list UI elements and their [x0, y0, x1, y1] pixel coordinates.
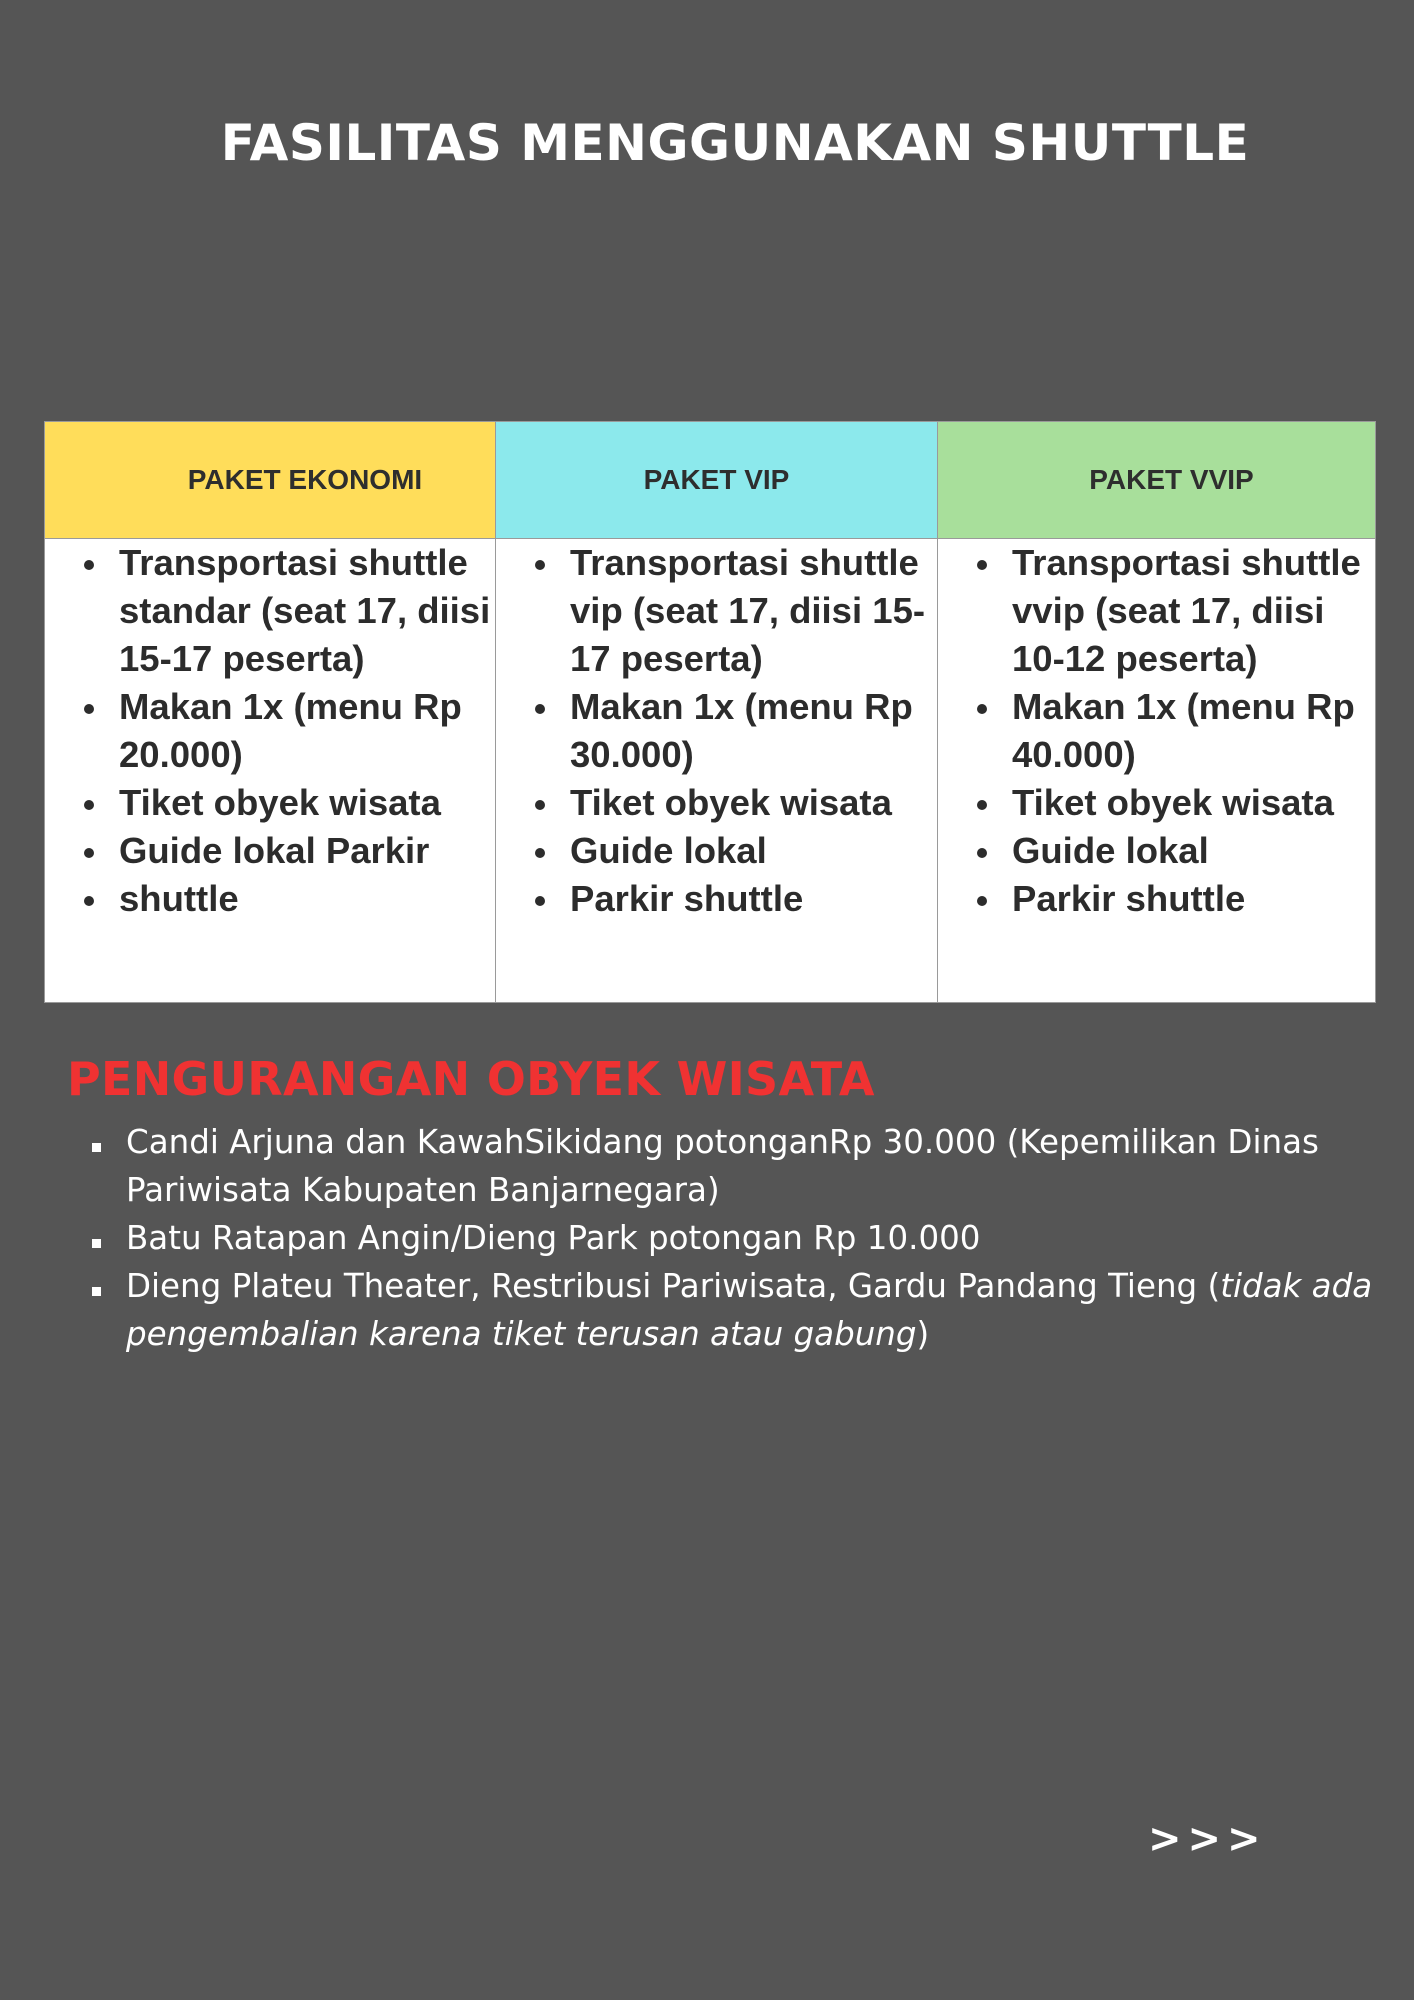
package-header-vvip: [938, 422, 1376, 539]
facility-item: Tiket obyek wisata: [119, 779, 495, 827]
package-cell-vvip: [938, 539, 1376, 1003]
page-title: FASILITAS MENGGUNAKAN SHUTTLE: [220, 114, 1250, 172]
reduction-text: Dieng Plateu Theater, Restribusi Pariwisata, Gardu Pandang Tieng: [126, 1267, 1208, 1305]
package-table: [44, 421, 1376, 1003]
reduction-list: [126, 1118, 1386, 1358]
reduction-item: [126, 1118, 1386, 1214]
facility-list-vvip: [938, 539, 1375, 923]
facility-item: Guide lokal: [570, 827, 937, 875]
reduction-item: [126, 1214, 1386, 1262]
package-name-ekonomi: PAKET EKONOMI: [187, 464, 423, 495]
reduction-text: Candi Arjuna dan KawahSikidang potonganRp 30.000 (Kepemilikan Dinas Pariwisata Kabupaten Banjarnegara): [126, 1123, 1319, 1209]
facility-item: Guide lokal Parkir: [119, 827, 495, 875]
next-page-arrows[interactable]: >>>: [1148, 1816, 1267, 1862]
facility-item: Parkir shuttle: [1012, 875, 1375, 923]
reduction-text: Batu Ratapan Angin/Dieng Park potongan Rp 10.000: [126, 1219, 981, 1257]
reduction-open-paren: (: [1207, 1267, 1221, 1305]
package-body-row: [45, 539, 1376, 1003]
package-cell-vip: [496, 539, 938, 1003]
facility-item: shuttle: [119, 875, 495, 923]
facility-item: Parkir shuttle: [570, 875, 937, 923]
facility-item: Guide lokal: [1012, 827, 1375, 875]
facility-item: Transportasi shuttle standar (seat 17, diisi 15-17 peserta): [119, 539, 495, 683]
package-header-vip: [496, 422, 938, 539]
reduction-close-paren: ): [916, 1315, 930, 1353]
facility-item: Tiket obyek wisata: [570, 779, 937, 827]
package-name-vip: PAKET VIP: [643, 464, 790, 495]
package-header-ekonomi: [45, 422, 496, 539]
facility-item: Tiket obyek wisata: [1012, 779, 1375, 827]
reduction-heading: PENGURANGAN OBYEK WISATA: [67, 1052, 875, 1106]
package-header-row: [45, 422, 1376, 539]
facility-item: Makan 1x (menu Rp 30.000): [570, 683, 937, 779]
package-cell-ekonomi: [45, 539, 496, 1003]
reduction-note: tidak ada pengembalian karena tiket terusan atau gabung: [126, 1267, 1373, 1353]
package-name-vvip: PAKET VVIP: [1089, 464, 1254, 495]
facility-item: Transportasi shuttle vvip (seat 17, diisi 10-12 peserta): [1012, 539, 1375, 683]
facility-item: Makan 1x (menu Rp 20.000): [119, 683, 495, 779]
facility-list-vip: [496, 539, 937, 923]
reduction-item: [126, 1262, 1386, 1358]
facility-list-ekonomi: [45, 539, 495, 923]
facility-item: Makan 1x (menu Rp 40.000): [1012, 683, 1375, 779]
facility-item: Transportasi shuttle vip (seat 17, diisi 15-17 peserta): [570, 539, 937, 683]
